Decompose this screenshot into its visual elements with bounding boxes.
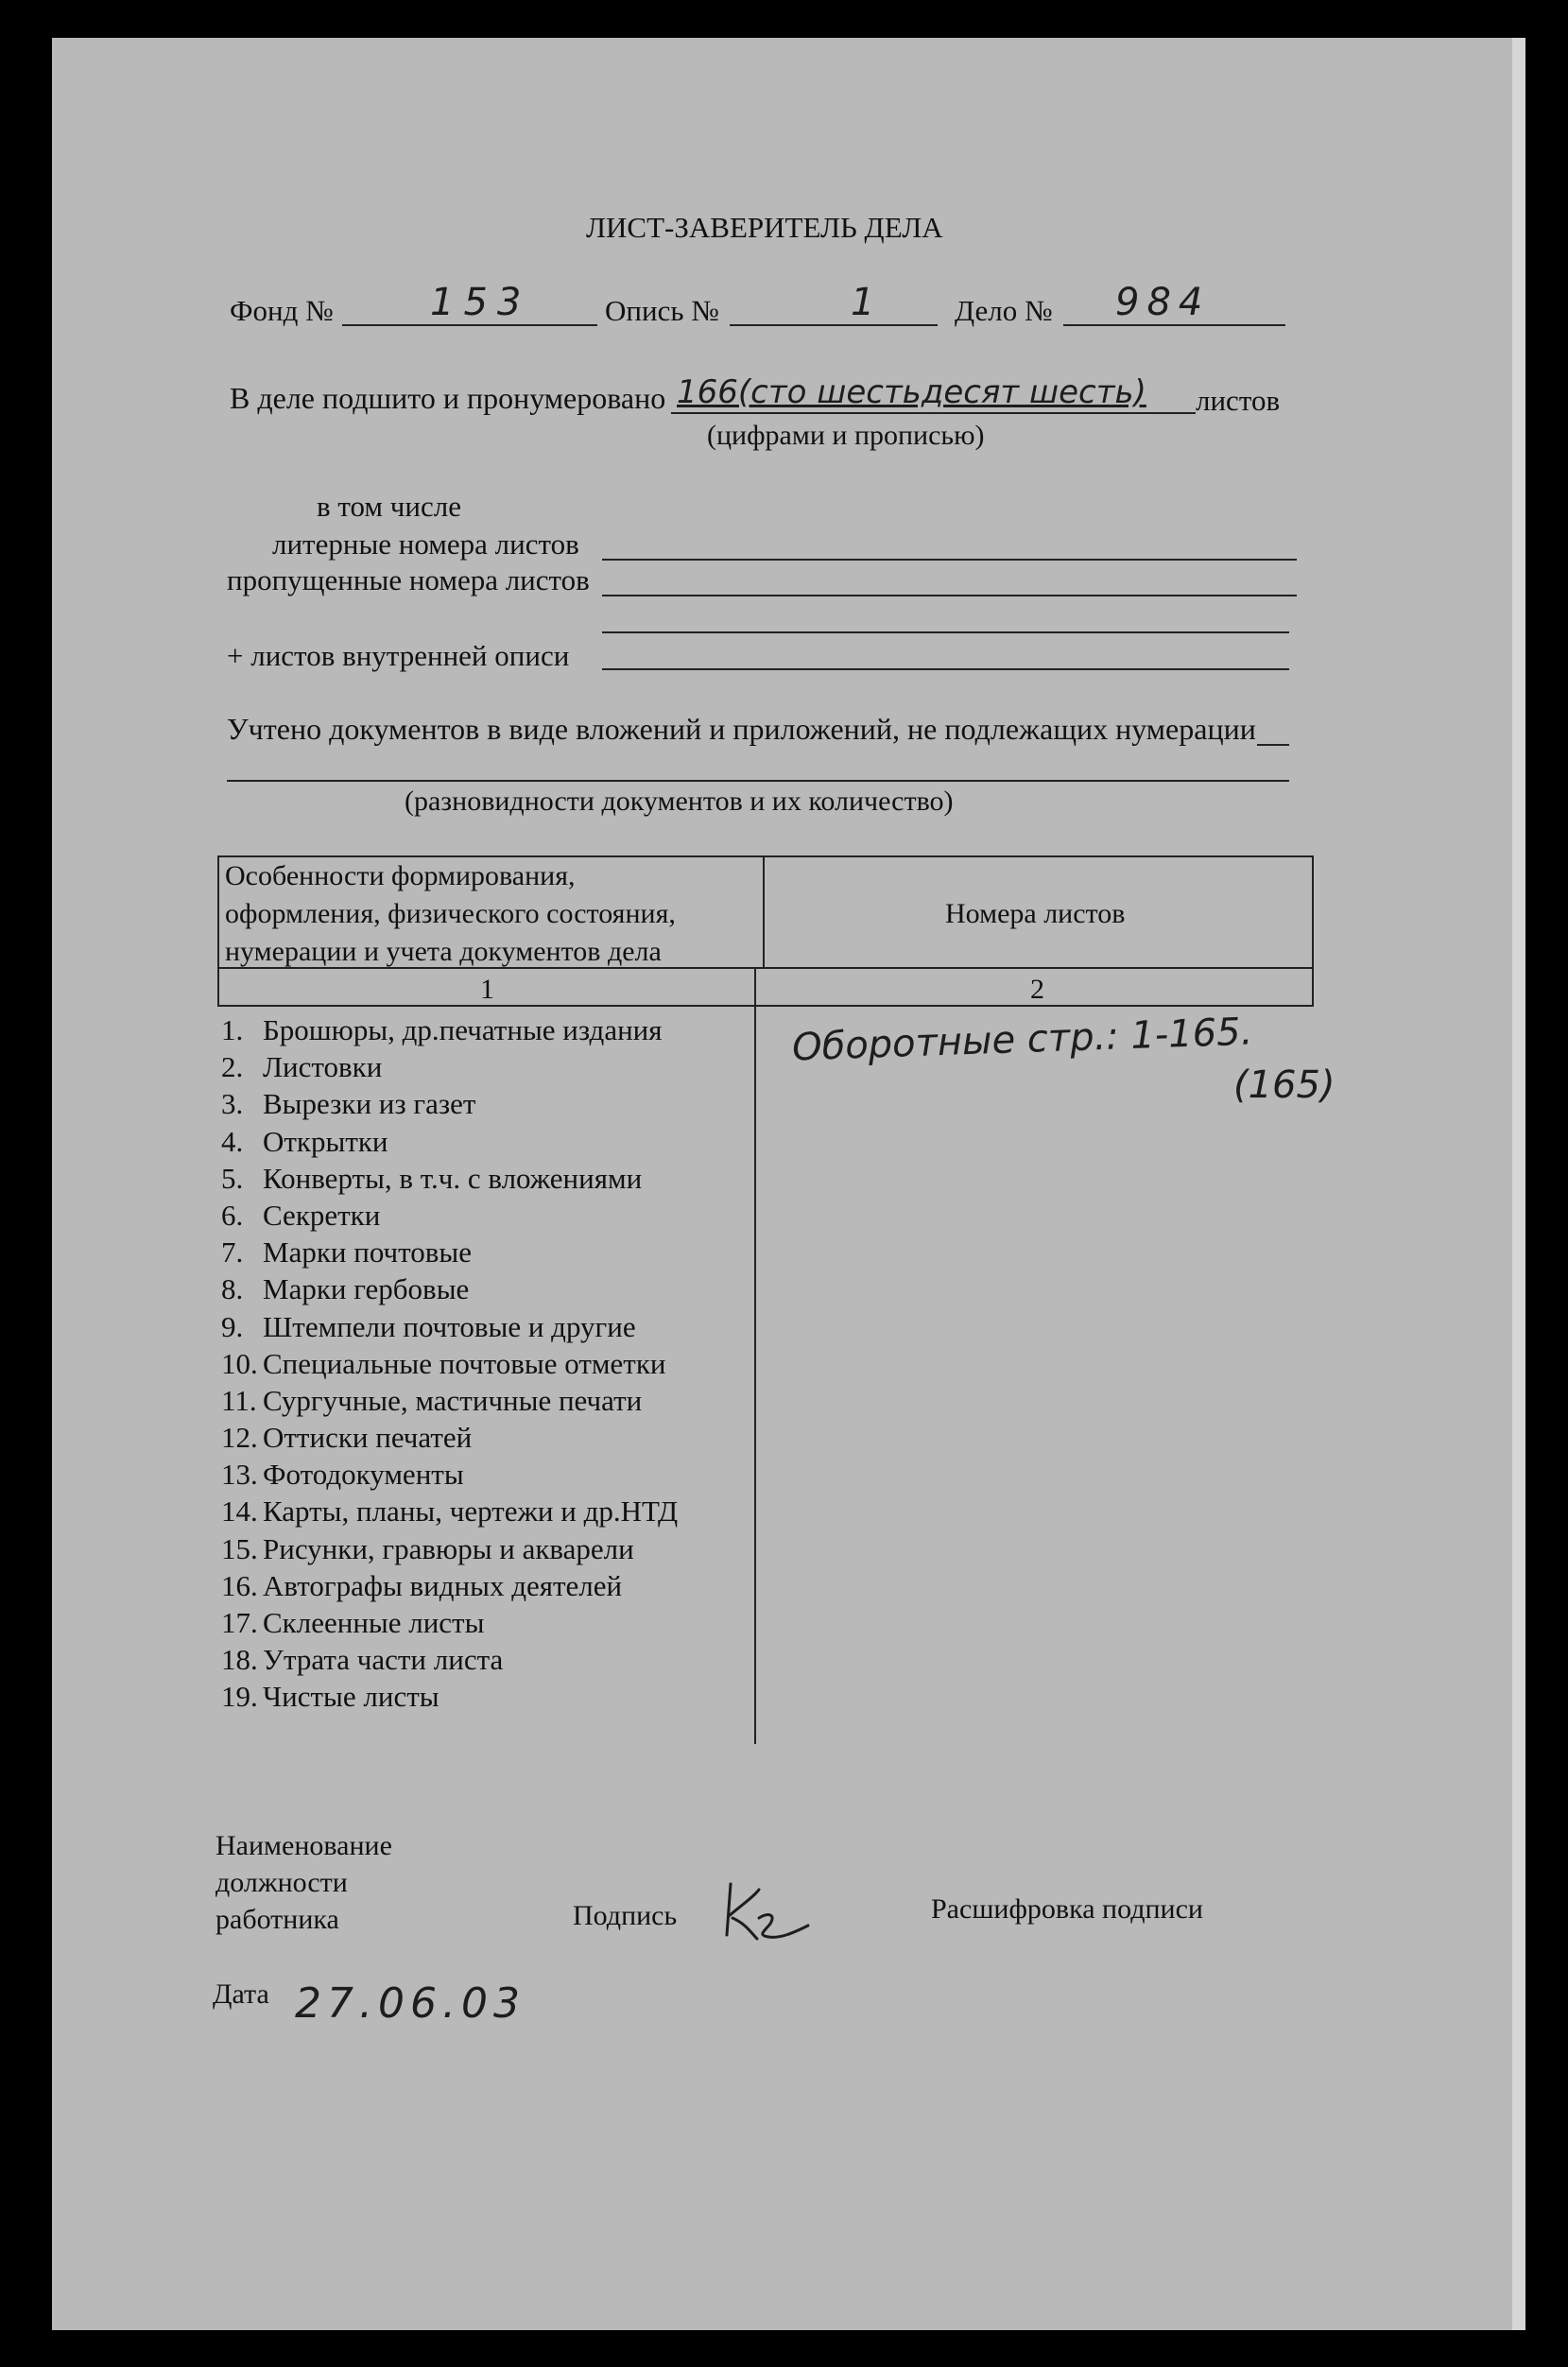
including-heading: в том числе	[317, 490, 461, 523]
handwritten-page-note: Оборотные стр.: 1-165.	[791, 1010, 1254, 1070]
table-column-divider	[763, 855, 765, 969]
signature-label: Подпись	[573, 1900, 678, 1931]
missing-numbers-line	[602, 595, 1297, 596]
list-item: 3. Вырезки из газет	[221, 1087, 476, 1121]
letter-numbers-label: литерные номера листов	[272, 527, 579, 561]
list-item: 15. Рисунки, гравюры и акварели	[221, 1531, 634, 1565]
delo-underline	[1063, 324, 1285, 326]
delo-label: Дело №	[955, 294, 1053, 327]
inner-inventory-line	[602, 668, 1289, 670]
opis-underline	[730, 324, 938, 326]
features-list	[221, 1011, 678, 1716]
list-item: 10. Специальные почтовые отметки	[221, 1346, 666, 1380]
signature-decoding-label: Расшифровка подписи	[931, 1893, 1203, 1925]
list-item: 18. Утрата части листа	[221, 1643, 504, 1677]
sheets-underline	[671, 412, 1196, 414]
opis-value: 1	[851, 281, 875, 324]
list-item: 1. Брошюры, др.печатные издания	[221, 1013, 663, 1046]
list-item: 17. Склеенные листы	[221, 1606, 485, 1639]
sheets-hint: (цифрами и прописью)	[707, 420, 985, 451]
list-item: 14. Карты, планы, чертежи и др.НТД	[221, 1494, 679, 1529]
inner-inventory-label: + листов внутренней описи	[227, 639, 570, 672]
list-item: 8. Марки гербовые	[221, 1272, 470, 1306]
letter-numbers-line	[602, 559, 1297, 561]
sheets-value: 166(сто шестьдесят шесть)	[677, 373, 1146, 411]
list-item: 9. Штемпели почтовые и другие	[221, 1309, 636, 1343]
position-label-line3: работника	[215, 1904, 339, 1935]
col2-header: Номера листов	[945, 898, 1126, 929]
list-item: 19. Чистые листы	[221, 1680, 439, 1714]
col1-header-line2: оформления, физического состояния,	[225, 898, 676, 929]
list-item: 13. Фотодокументы	[221, 1458, 464, 1492]
attachments-line-end	[1257, 744, 1289, 746]
handwritten-page-note-2: (165)	[1233, 1063, 1335, 1107]
position-label-line1: Наименование	[215, 1830, 392, 1861]
missing-numbers-line-2	[602, 631, 1289, 633]
page-edge	[1512, 38, 1525, 2330]
position-label-line2: должности	[215, 1867, 348, 1898]
document-title: ЛИСТ-ЗАВЕРИТЕЛЬ ДЕЛА	[586, 211, 943, 244]
fond-underline	[342, 324, 597, 326]
delo-value: 984	[1115, 281, 1211, 324]
attachments-label: Учтено документов в виде вложений и приложений, не подлежащих нумерации	[227, 712, 1256, 746]
handwritten-signature	[714, 1876, 818, 1952]
list-item: 4. Открытки	[221, 1124, 388, 1158]
list-item: 12. Оттиски печатей	[221, 1421, 473, 1455]
list-item: 11. Сургучные, мастичные печати	[221, 1383, 643, 1417]
col1-header-line1: Особенности формирования,	[225, 860, 576, 891]
list-item: 5. Конверты, в т.ч. с вложениями	[221, 1161, 643, 1195]
fond-value: 153	[430, 281, 531, 324]
col1-number: 1	[480, 974, 494, 1005]
date-value: 27.06.03	[295, 1979, 526, 2028]
missing-numbers-label: пропущенные номера листов	[227, 563, 590, 596]
sheets-label: В деле подшито и пронумеровано	[230, 381, 666, 415]
list-item: 16. Автографы видных деятелей	[221, 1568, 623, 1602]
list-item: 6. Секретки	[221, 1198, 381, 1232]
table-header-bottom	[217, 967, 1314, 969]
opis-label: Опись №	[605, 294, 719, 327]
fond-label: Фонд №	[230, 294, 334, 327]
col2-number: 2	[1030, 974, 1044, 1005]
table-column-divider-lower	[754, 969, 756, 1744]
attachments-line	[227, 780, 1289, 782]
date-label: Дата	[213, 1978, 269, 2010]
sheets-suffix: листов	[1196, 384, 1281, 417]
attachments-hint: (разновидности документов и их количество)	[405, 786, 954, 817]
list-item: 2. Листовки	[221, 1050, 383, 1084]
col1-header-line3: нумерации и учета документов дела	[225, 936, 662, 967]
list-item: 7. Марки почтовые	[221, 1235, 472, 1270]
